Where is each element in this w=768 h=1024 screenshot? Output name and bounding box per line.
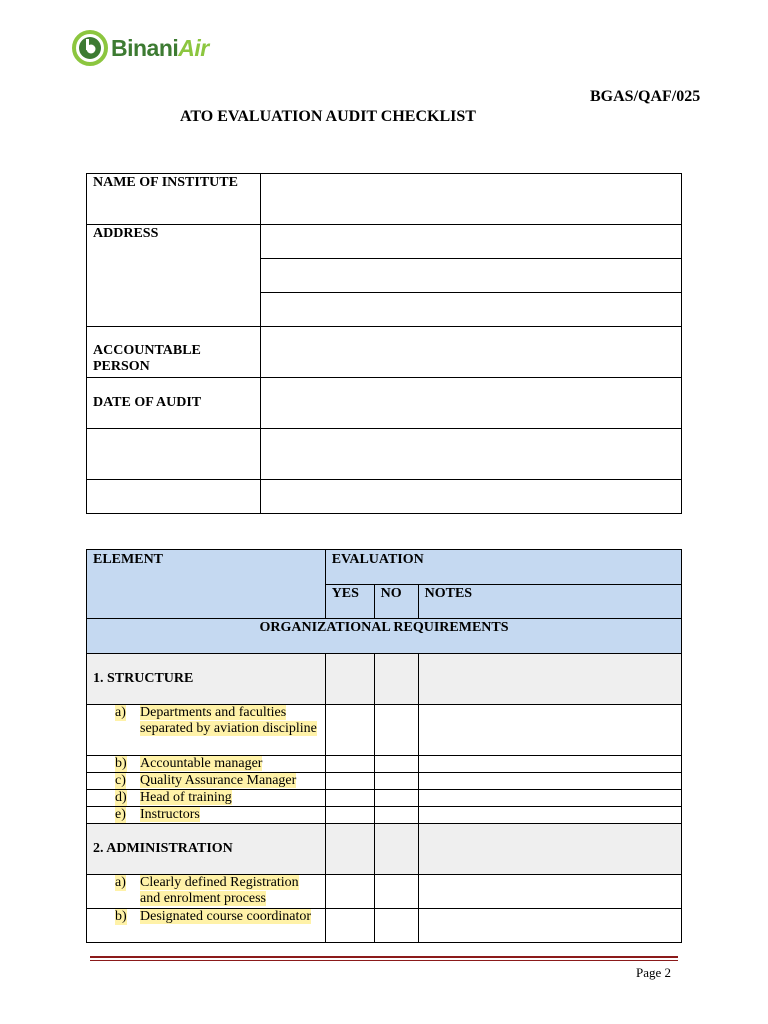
section-structure-title: 1. STRUCTURE — [87, 654, 326, 705]
item-notes-cell[interactable] — [418, 705, 681, 756]
document-code: BGAS/QAF/025 — [590, 88, 701, 105]
structure-yes-cell[interactable] — [325, 654, 374, 705]
document-title: ATO EVALUATION AUDIT CHECKLIST — [180, 108, 476, 125]
logo-name-part2: Air — [178, 34, 209, 61]
structure-no-cell[interactable] — [374, 654, 418, 705]
item-yes-cell[interactable] — [325, 705, 374, 756]
item-yes-cell[interactable] — [325, 756, 374, 773]
page-number: Page 2 — [636, 965, 672, 980]
administration-no-cell[interactable] — [374, 824, 418, 875]
item-no-cell[interactable] — [374, 790, 418, 807]
institute-info-table — [86, 173, 682, 514]
item-yes-cell[interactable] — [325, 790, 374, 807]
label-date-of-audit: DATE OF AUDIT — [87, 378, 261, 429]
checklist-item-structure-a: a) Departments and faculties separated by aviation discipline — [87, 705, 326, 756]
blank-label-cell-2 — [87, 480, 261, 514]
checklist-item-structure-b: b) Accountable manager — [87, 756, 326, 773]
logo-mark-icon — [72, 30, 108, 66]
item-notes-cell[interactable] — [418, 909, 681, 943]
blank-label-cell-1 — [87, 429, 261, 480]
item-notes-cell[interactable] — [418, 790, 681, 807]
item-no-cell[interactable] — [374, 756, 418, 773]
item-no-cell[interactable] — [374, 909, 418, 943]
item-notes-cell[interactable] — [418, 875, 681, 909]
item-no-cell[interactable] — [374, 807, 418, 824]
accountable-person-field[interactable] — [261, 327, 682, 378]
footer-rule-thin — [90, 960, 678, 961]
section-administration-title: 2. ADMINISTRATION — [87, 824, 326, 875]
item-no-cell[interactable] — [374, 773, 418, 790]
item-yes-cell[interactable] — [325, 909, 374, 943]
blank-field-2[interactable] — [261, 480, 682, 514]
address-field-line-3[interactable] — [261, 293, 682, 327]
item-yes-cell[interactable] — [325, 773, 374, 790]
item-notes-cell[interactable] — [418, 756, 681, 773]
address-field-line-2[interactable] — [261, 259, 682, 293]
item-yes-cell[interactable] — [325, 807, 374, 824]
checklist-item-structure-e: e) Instructors — [87, 807, 326, 824]
item-yes-cell[interactable] — [325, 875, 374, 909]
checklist-item-structure-c: c) Quality Assurance Manager — [87, 773, 326, 790]
item-no-cell[interactable] — [374, 705, 418, 756]
header-no: NO — [374, 585, 418, 619]
checklist-item-structure-d: d) Head of training — [87, 790, 326, 807]
structure-notes-cell[interactable] — [418, 654, 681, 705]
date-of-audit-field[interactable] — [261, 378, 682, 429]
header-element: ELEMENT — [87, 550, 326, 619]
header-evaluation: EVALUATION — [325, 550, 681, 585]
item-no-cell[interactable] — [374, 875, 418, 909]
checklist-item-administration-a: a) Clearly defined Registration and enrolment process — [87, 875, 326, 909]
logo-name-part1: Binani — [111, 34, 179, 61]
item-notes-cell[interactable] — [418, 773, 681, 790]
administration-notes-cell[interactable] — [418, 824, 681, 875]
audit-checklist-table — [86, 549, 682, 943]
address-field-line-1[interactable] — [261, 225, 682, 259]
section-organizational-requirements: ORGANIZATIONAL REQUIREMENTS — [87, 619, 682, 654]
binani-air-logo — [72, 29, 209, 67]
label-accountable-person: ACCOUNTABLE PERSON — [87, 327, 261, 378]
blank-field-1[interactable] — [261, 429, 682, 480]
checklist-item-administration-b: b) Designated course coordinator — [87, 909, 326, 943]
header-yes: YES — [325, 585, 374, 619]
name-of-institute-field[interactable] — [261, 174, 682, 225]
label-address: ADDRESS — [87, 225, 261, 327]
administration-yes-cell[interactable] — [325, 824, 374, 875]
footer-rule — [90, 956, 678, 958]
label-name-of-institute: NAME OF INSTITUTE — [87, 174, 261, 225]
item-notes-cell[interactable] — [418, 807, 681, 824]
header-notes: NOTES — [418, 585, 681, 619]
